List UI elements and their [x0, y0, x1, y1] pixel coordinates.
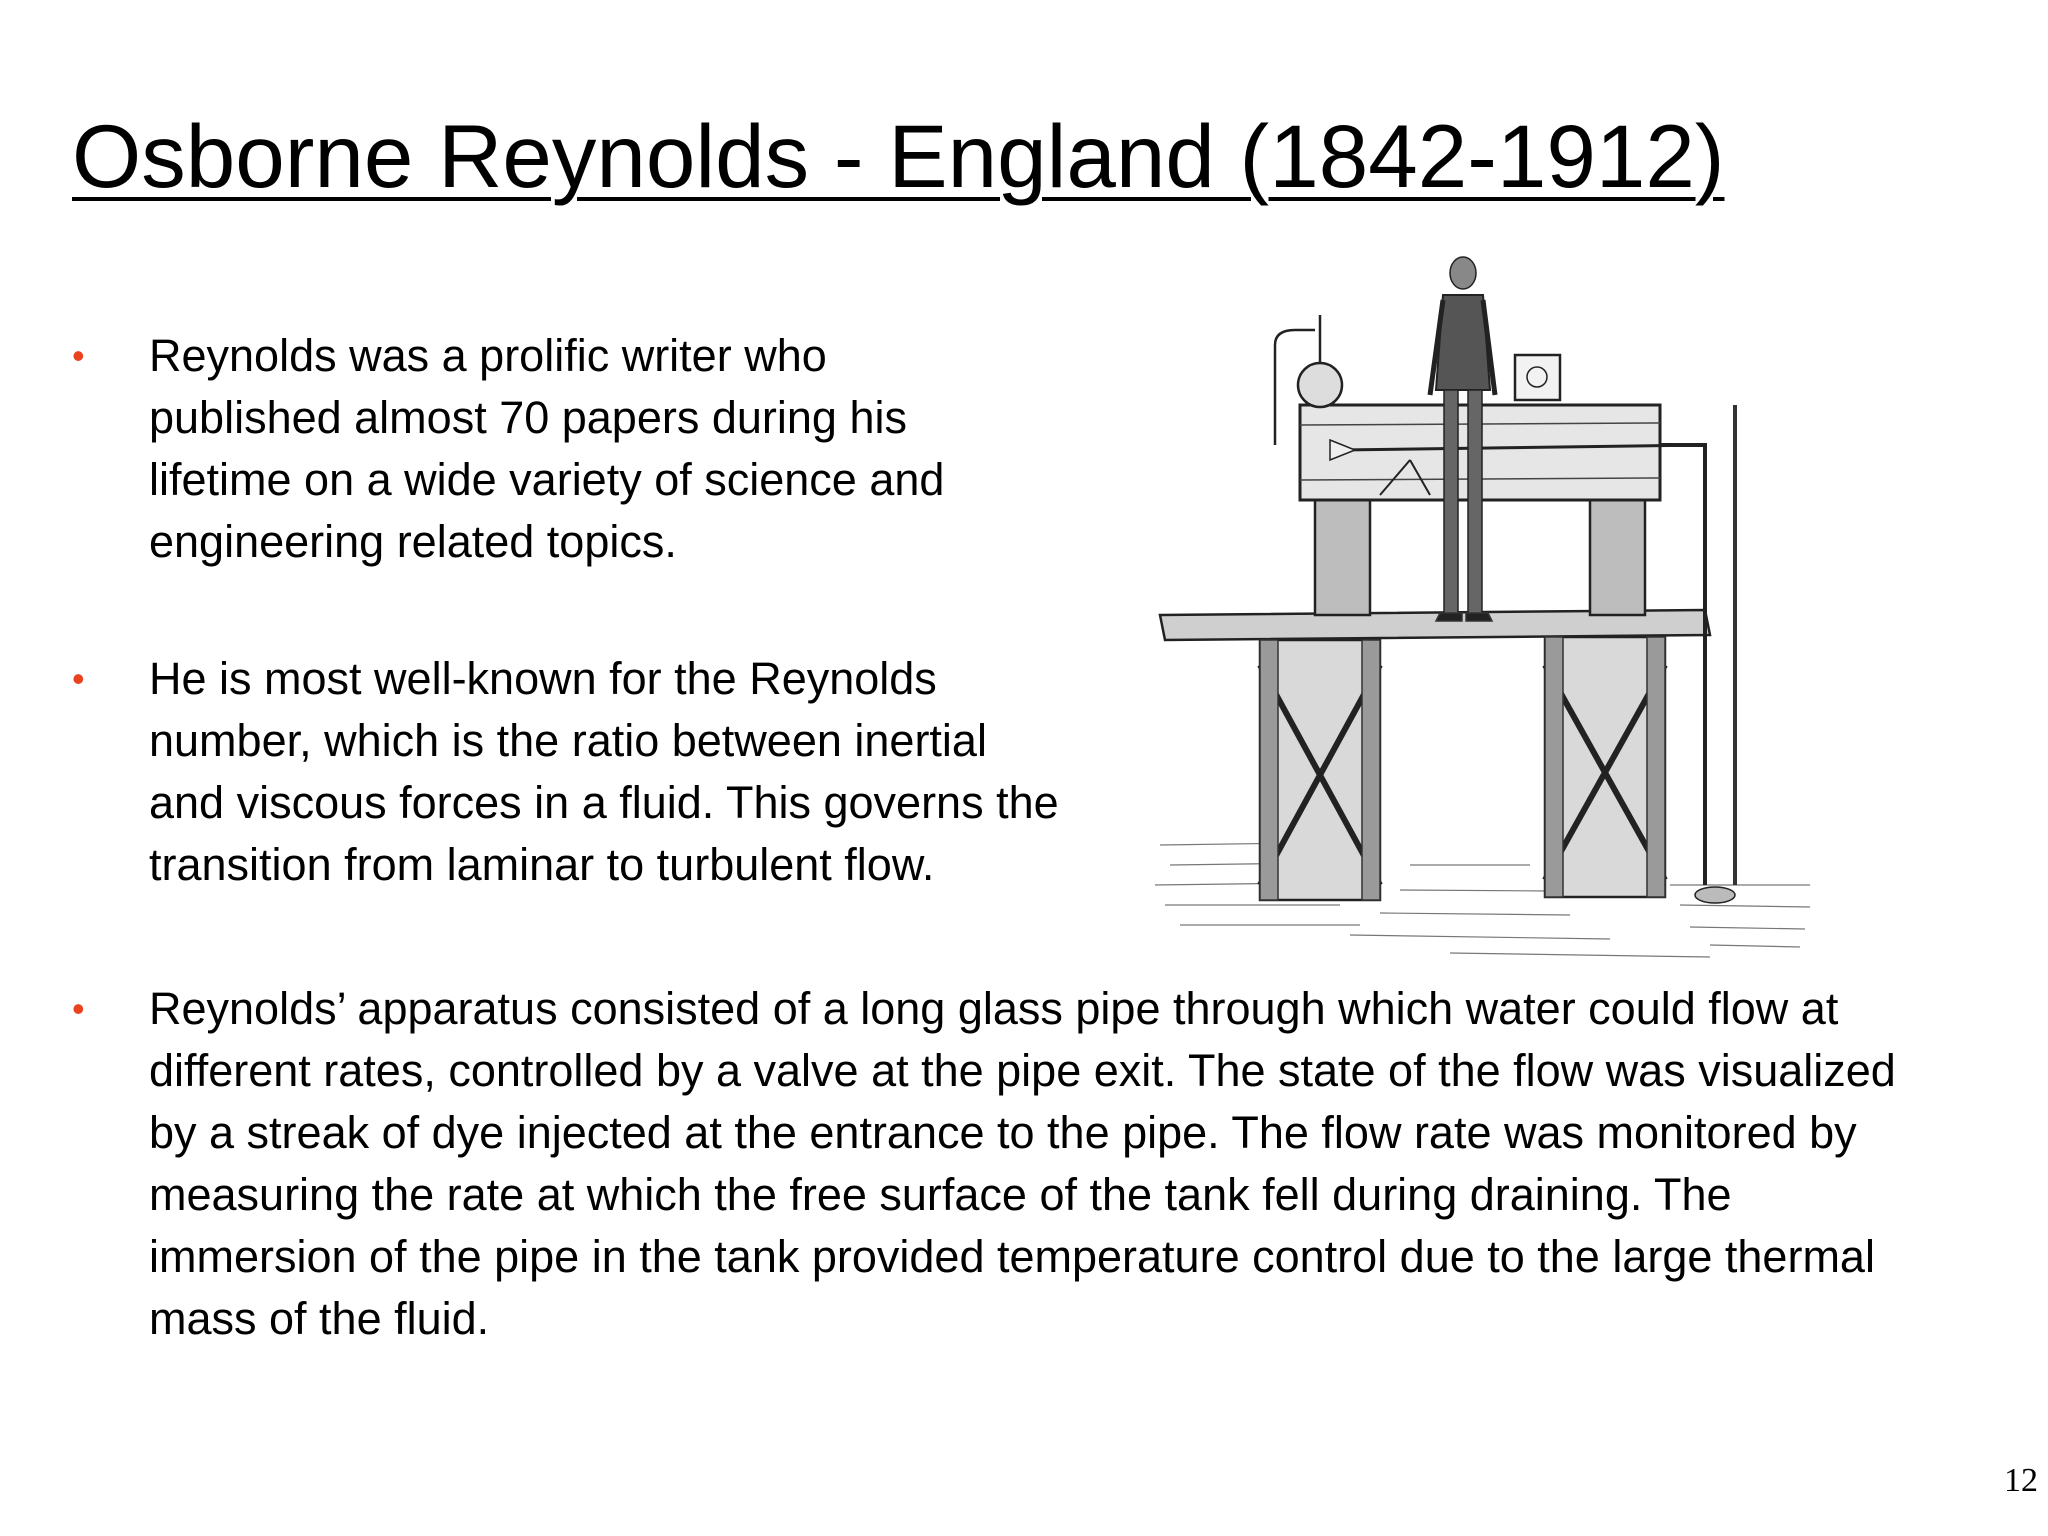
bullet-text: He is most well-known for the Reynolds number, which is the ratio between inertial and viscous forces in a fluid. This governs the transition from laminar to turbulent flow. — [149, 653, 1059, 890]
bullet-dot-icon: • — [72, 335, 85, 376]
reynolds-apparatus-illustration — [1150, 245, 1815, 970]
bullet-dot-icon: • — [72, 658, 85, 699]
bullet-dot-icon: • — [72, 988, 85, 1029]
slide-title: Osborne Reynolds - England (1842-1912) — [72, 106, 1725, 206]
bullet-text: Reynolds’ apparatus consisted of a long glass pipe through which water could flow at different rates, controlled by a valve at the pipe exit. The state of the flow was visualized by a streak of dye injected at the entrance to the pipe. The flow rate was monitored by measuring the rate at which the free surface of the tank fell during draining. The immersion of the pipe in the tank provided temperature control due to the large thermal mass of the fluid. — [149, 983, 1896, 1344]
bullet-text: Reynolds was a prolific writer who published almost 70 papers during his lifetime on a wide variety of science and engineering related topics. — [149, 330, 945, 567]
page-number: 12 — [2004, 1462, 2038, 1499]
